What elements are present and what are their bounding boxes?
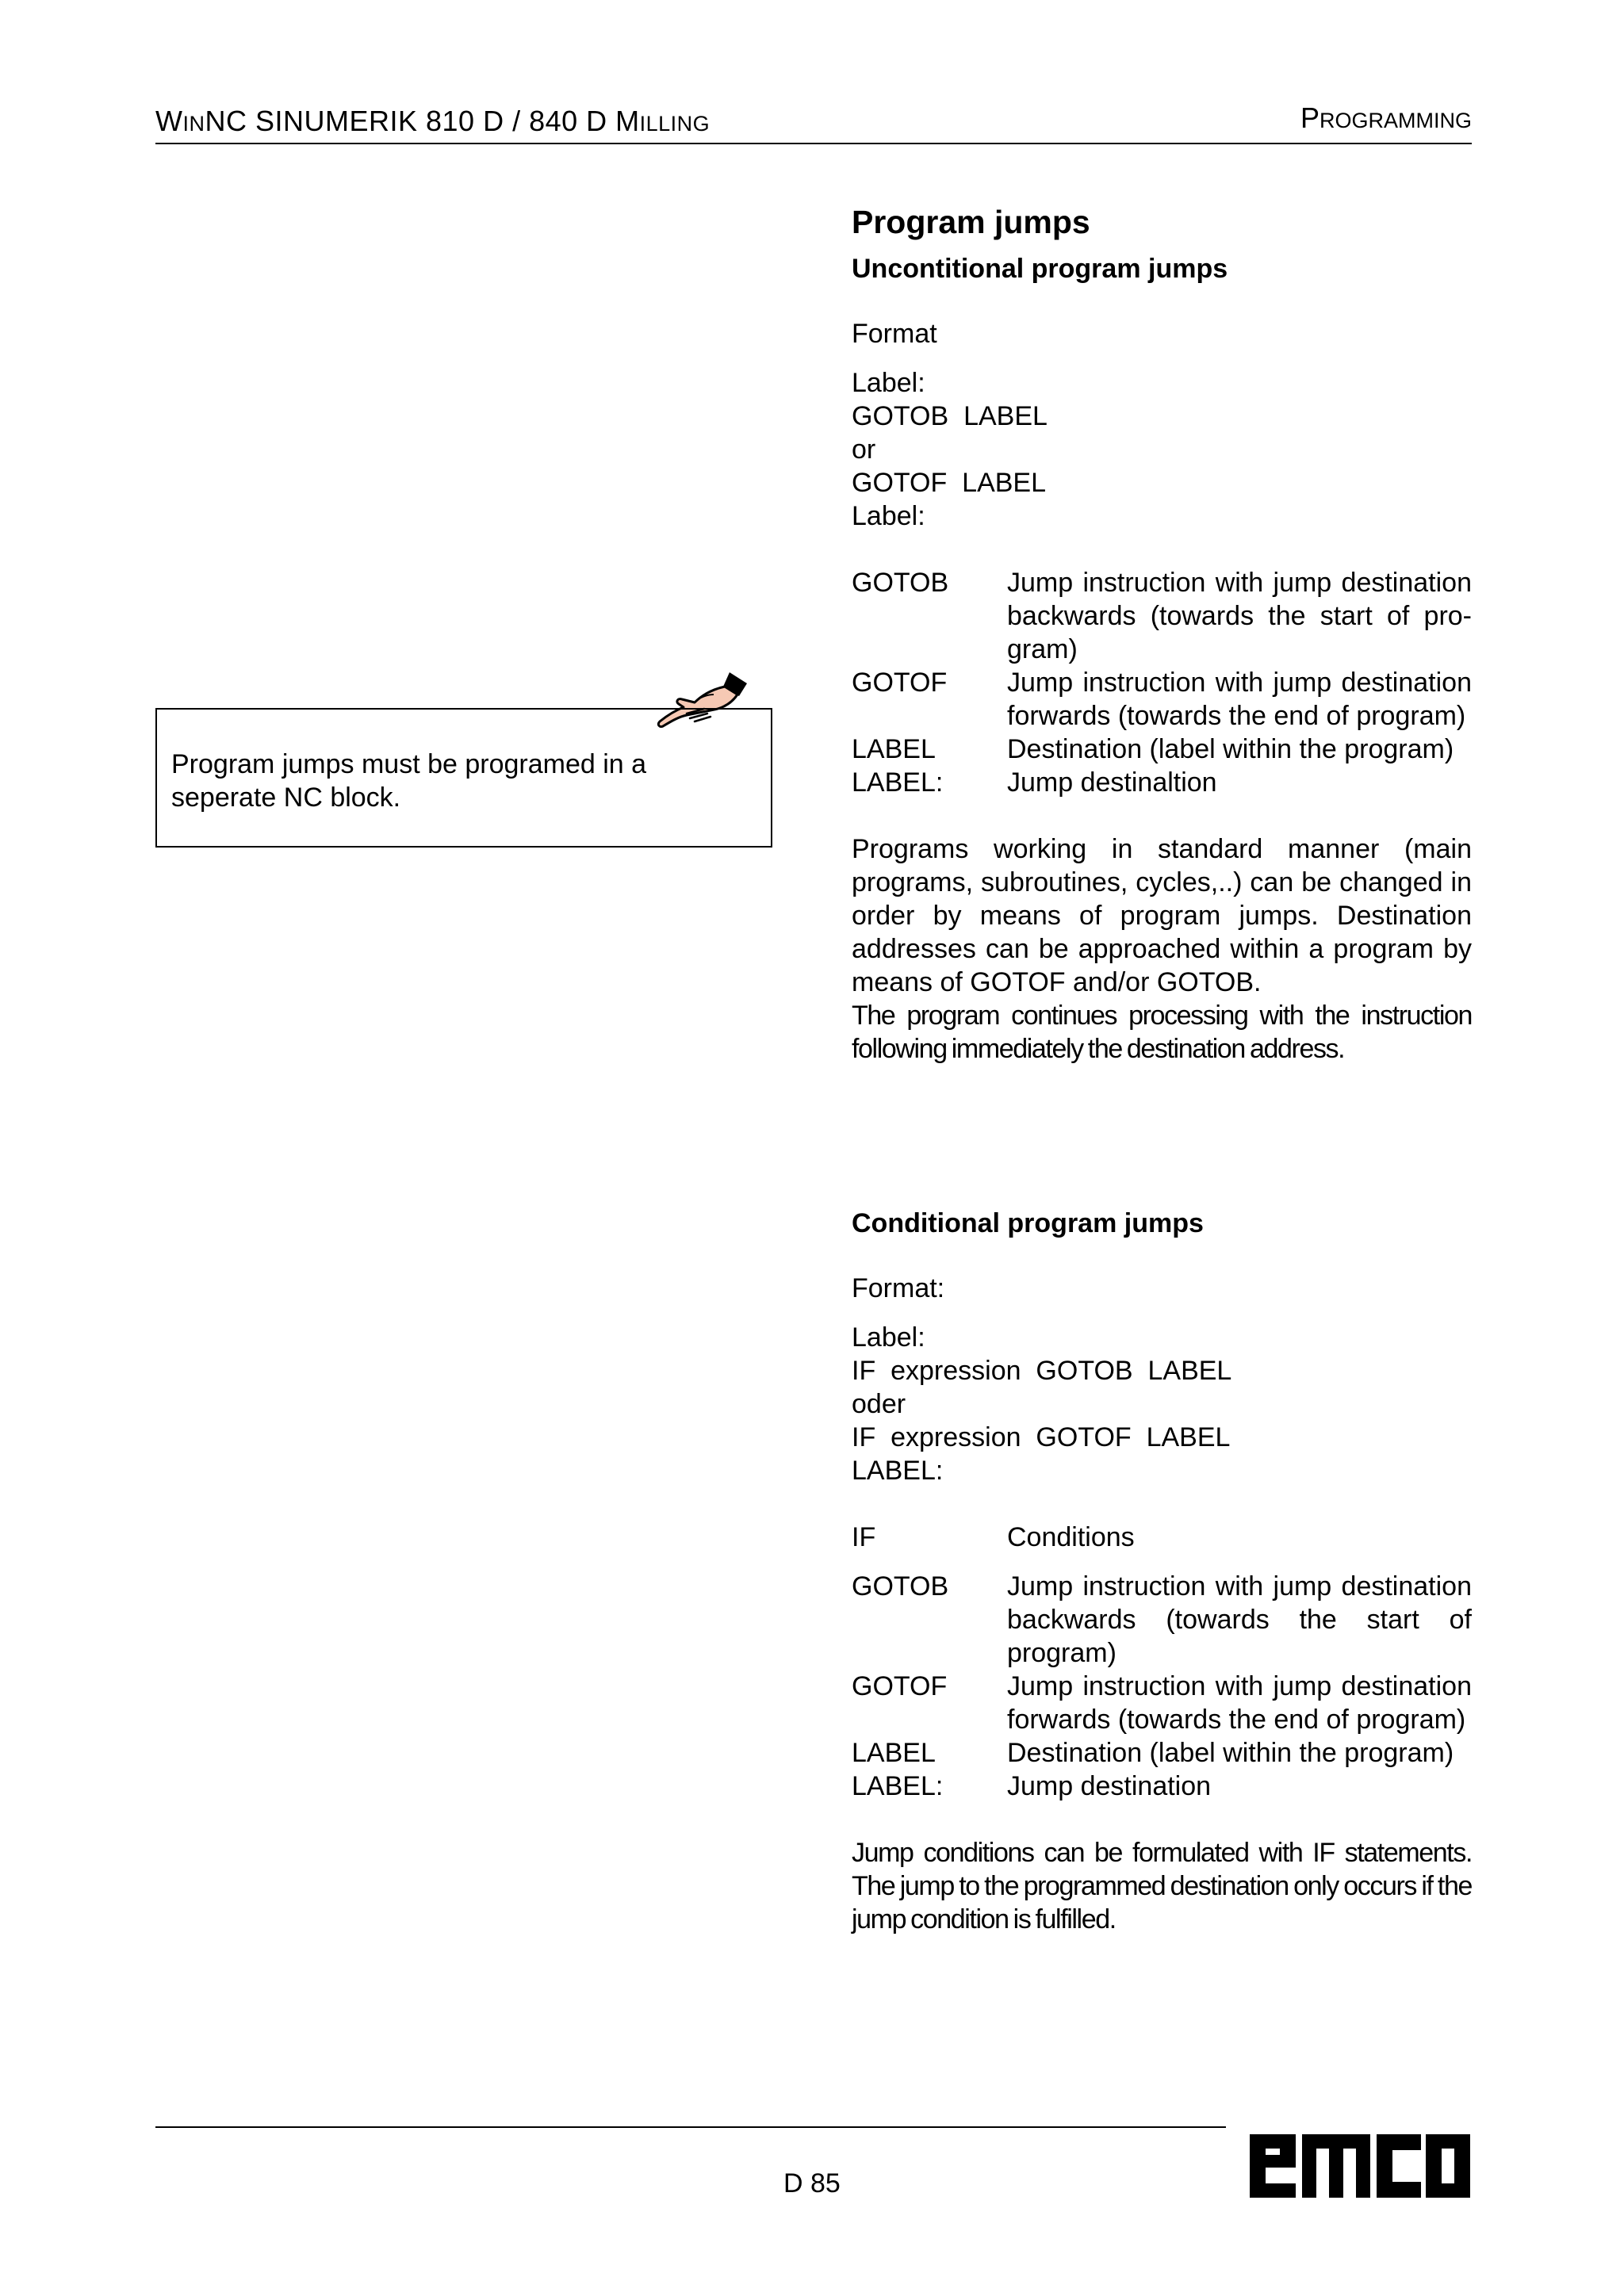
- format-line: oder: [852, 1389, 906, 1419]
- definition-term: LABEL: [852, 1738, 936, 1768]
- format-line: Label:: [852, 368, 925, 398]
- definition-row: [852, 1736, 1472, 1770]
- format-line: Label:: [852, 1322, 925, 1353]
- definition-term: GOTOB: [852, 568, 949, 598]
- format-line: GOTOF LABEL: [852, 468, 1047, 498]
- format-label: Format: [852, 319, 937, 349]
- format-line: GOTOB LABEL: [852, 401, 1048, 431]
- page-number: D 85: [783, 2168, 841, 2198]
- paragraph: Jump conditions can be formulated with IF statements. The jump to the programmed destination only occurs if the jump condition is fulfilled.: [852, 1838, 1472, 1934]
- format-line: or: [852, 434, 876, 465]
- conditional-title: Conditional program jumps: [852, 1208, 1204, 1238]
- definition-term: GOTOF: [852, 1671, 948, 1701]
- definition-description: Jump instruction with jump destination backwards (towards the start of program): [1007, 1571, 1472, 1668]
- definition-description: Conditions: [1007, 1522, 1135, 1552]
- definition-description: Destination (label within the program): [1007, 1738, 1454, 1768]
- note-box: [155, 708, 772, 848]
- definition-term: GOTOF: [852, 668, 948, 698]
- page-header: [155, 94, 1472, 144]
- format-line: Label:: [852, 501, 925, 531]
- definition-description: Jump destinaltion: [1007, 767, 1217, 798]
- format-line: IF expression GOTOF LABEL: [852, 1422, 1231, 1452]
- definition-row: [852, 1570, 1472, 1670]
- definition-row: [852, 1670, 1472, 1736]
- definition-row: [852, 733, 1472, 766]
- definition-description: Destination (label within the program): [1007, 734, 1454, 764]
- section-title: Program jumps: [852, 204, 1090, 240]
- definition-row: [852, 1770, 1472, 1803]
- footer-divider: [155, 2126, 1226, 2128]
- definition-description: Jump instruction with jump destination backwards (towards the start of pro-gram): [1007, 568, 1472, 664]
- main-content: [852, 201, 1472, 1936]
- definition-description: Jump destination: [1007, 1771, 1212, 1801]
- chapter-title: PROGRAMMING: [1300, 101, 1472, 134]
- definition-description: Jump instruction with jump destination forwards (towards the end of program): [1007, 668, 1472, 731]
- definition-list: [852, 566, 1472, 799]
- definition-term: LABEL:: [852, 1771, 944, 1801]
- format-block: [852, 366, 1472, 533]
- paragraph: Programs working in standard manner (main programs, subroutines, cycles,..) can be changed in order by means of program jumps. Destination addresses can be approached within a program by means of GOTOF and/or GOTOB.: [852, 834, 1472, 997]
- definition-row: [852, 666, 1472, 733]
- definition-term: IF: [852, 1522, 876, 1552]
- conditional-section: [852, 1207, 1472, 1936]
- emco-logo: [1247, 2128, 1472, 2201]
- format-block: [852, 1321, 1472, 1487]
- definition-term: GOTOB: [852, 1571, 949, 1601]
- unconditional-title: Uncontitional program jumps: [852, 254, 1228, 284]
- definition-list: [852, 1521, 1472, 1803]
- definition-row: [852, 566, 1472, 666]
- note-text: Program jumps must be programed in a seperate NC block.: [171, 749, 647, 813]
- paragraph: The program continues processing with the instruction following immediately the destination address.: [852, 1001, 1472, 1064]
- definition-row: [852, 1521, 1472, 1554]
- document-title: WINNC SINUMERIK 810 D / 840 D MILLING: [155, 105, 710, 137]
- definition-term: LABEL:: [852, 767, 944, 798]
- definition-term: LABEL: [852, 734, 936, 764]
- definition-description: Jump instruction with jump destination forwards (towards the end of program): [1007, 1671, 1472, 1735]
- format-line: LABEL:: [852, 1456, 944, 1486]
- format-line: IF expression GOTOB LABEL: [852, 1356, 1232, 1386]
- format-label: Format:: [852, 1273, 945, 1303]
- definition-row: [852, 766, 1472, 799]
- unconditional-section: [852, 252, 1472, 1066]
